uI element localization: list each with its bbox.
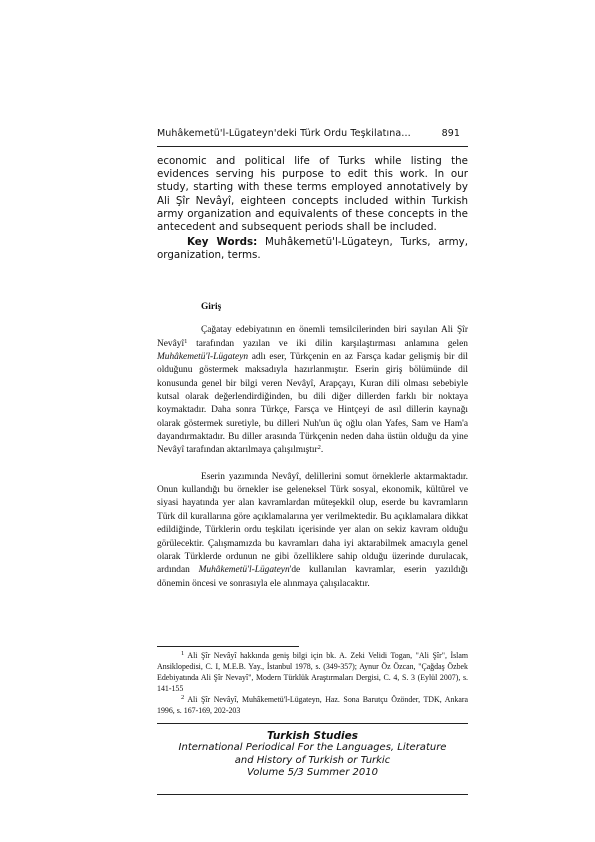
journal-volume: Volume 5/3 Summer 2010	[247, 767, 378, 779]
paragraph-1-text-d: .	[320, 445, 324, 456]
keywords	[157, 236, 468, 262]
abstract-text: economic and political life of Turks while listing the evidences serving his purpose to edit this work. In our study, starting with these terms employed annotatively by Ali Şîr Nevâyî, eighteen concepts included within Turkish army organization and equivalents of these concepts in the antecedent and subsequent periods shall be included.	[157, 155, 468, 234]
footnote-marker-2: 2	[181, 694, 185, 702]
journal-name: Turkish Studies	[267, 730, 358, 742]
journal-footer	[157, 730, 468, 780]
footnote-1	[157, 650, 468, 694]
page-number: 891	[441, 128, 460, 139]
abstract	[157, 155, 468, 263]
paragraph-2-text-a: Eserin yazımında Nevâyî, delillerini somut örneklerle aktarmaktadır. Onun kullandığı bu örnekler ise geleneksel Türk sosyal, ekonomik, kültürel ve siyasi hayatında yer alan kavramlardan müteşekkil olup, eserde bu kavramların Türk dil kurallarına göre açıklamalarına yer verilmektedir. Bu açıklamalara dikkat edildiğinde, Türklerin ordu teşkilatı içerisinde yer alan on sekiz kavram olduğu görülecektir. Çalışmamızda bu kavramları daha iyi aktarabilmek amacıyla genel olarak Türklerde ordunun ne gibi özelliklere sahip olduğu üzerinde durulacak, ardından	[157, 471, 468, 576]
paragraph-1-text-a: Çağatay edebiyatının en önemli temsilcilerinden biri sayılan Ali Şîr Nevâyî	[157, 325, 468, 349]
footnote-ref-2[interactable]: 2	[317, 444, 321, 452]
journal-subtitle-line-1: International Periodical For the Languages, Literature	[178, 742, 447, 754]
paragraph-1	[157, 324, 468, 457]
footnotes	[157, 650, 468, 717]
footnote-2-text: Ali Şîr Nevâyî, Muhâkemetü'l-Lügateyn, Haz. Sona Barutçu Özönder, TDK, Ankara 1996, s. 167-169, 202-203	[157, 695, 468, 716]
journal-subtitle-line-2: and History of Turkish or Turkic	[234, 754, 391, 766]
header-rule	[157, 146, 468, 147]
keywords-label: Key Words:	[187, 236, 258, 249]
work-title: Muhâkemetü'l-Lügateyn	[157, 352, 249, 363]
paragraph-2	[157, 471, 468, 591]
paragraph-1-text-b: tarafından yazılan ve iki dilin karşılaştırması anlamına gelen	[187, 338, 468, 349]
footnote-ref-1[interactable]: 1	[184, 337, 188, 345]
footnote-marker-1: 1	[181, 650, 185, 657]
footnote-separator	[157, 646, 299, 647]
paragraph-1-text-c: adlı eser, Türkçenin en az Farsça kadar gelişmiş bir dil olduğunu göstermek maksadıyla hazırlanmıştır. Eserin giriş bölümünde dil konusunda genel bir bilgi veren Nevâyî, Arapçayı, Kuran dili olması sebebiyle kutsal olarak değerlendirdiğinden, bu dili diğer dillerden farklı bir noktaya koymaktadır. Daha sonra Türkçe, Farsça ve Hintçeyi de asıl dillerin kaynağı olarak göstermek suretiyle, bu dilleri Nuh'un üç oğlu olan Yafes, Sam ve Ham'a dayandırmaktadır. Bu diller arasında Türkçenin neden daha üstün olduğu da yine Nevâyî tarafından aktarılmaya çalışılmıştır	[157, 352, 468, 456]
main-text	[157, 301, 468, 591]
running-head-title: Muhâkemetü'l-Lügateyn'deki Türk Ordu Teşkilatına…	[157, 128, 411, 139]
footer-rule	[157, 723, 468, 724]
section-heading: Giriş	[201, 302, 222, 312]
keywords-text: Muhâkemetü'l-Lügateyn, Turks, army, organization, terms.	[157, 236, 469, 262]
footer-bottom-rule	[157, 794, 468, 795]
work-title: Muhâkemetü'l-Lügateyn	[198, 565, 290, 576]
footnote-1-text: Ali Şîr Nevâyî hakkında geniş bilgi için bk. A. Zeki Velidi Togan, "Ali Şîr", İslam Ansiklopedisi, C. I, M.E.B. Yay., İstanbul 1978, s. (349-357); Aynur Öz Özcan, "Çağdaş Özbek Edebiyatında Ali Şîr Nevayî", Modern Türklük Araştırmaları Dergisi, C. 4, S. 3 (Eylül 2007), s. 141-155	[157, 651, 468, 694]
footnote-2	[157, 694, 468, 716]
paragraph-2-text-b: 'de kullanılan kavramlar, eserin yazıldığı dönemin öncesi ve sonrasıyla ele alınmaya çalışılacaktır.	[157, 565, 468, 589]
